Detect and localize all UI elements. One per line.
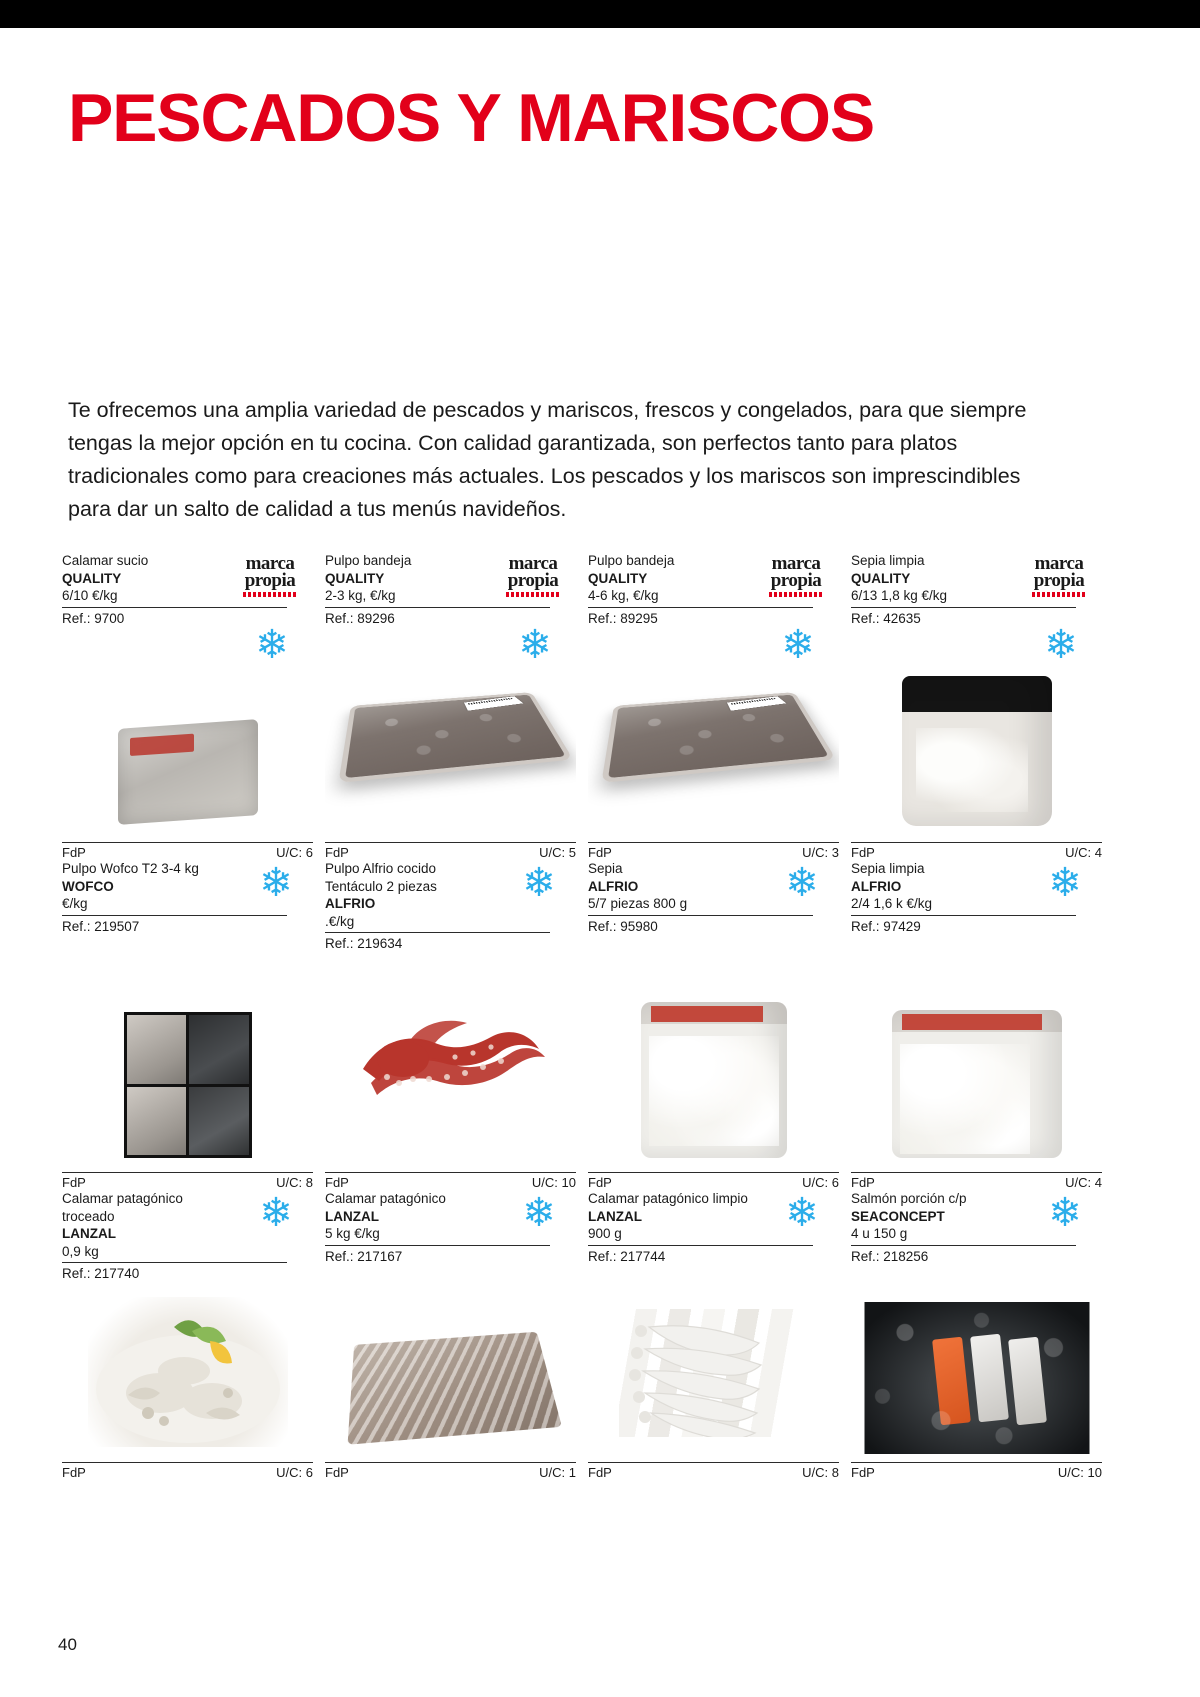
fdp-label: FdP — [62, 1175, 86, 1190]
product-name: Calamar patagónico limpio — [588, 1191, 748, 1206]
product-brand: QUALITY — [851, 570, 911, 586]
product-footer — [325, 1462, 576, 1480]
product-brand: ALFRIO — [588, 878, 639, 894]
marca-propia-line1: marca — [245, 553, 295, 574]
product-photo-shape — [347, 1332, 561, 1445]
product-ref: Ref.: 217167 — [325, 1245, 550, 1265]
product-card[interactable] — [851, 552, 1102, 860]
product-image — [588, 1294, 839, 1454]
fdp-label: FdP — [325, 845, 349, 860]
product-card[interactable] — [851, 1190, 1102, 1480]
product-brand: LANZAL — [588, 1208, 642, 1224]
product-footer — [62, 1172, 313, 1190]
marca-propia-stamp — [1020, 554, 1098, 597]
fdp-label: FdP — [851, 1175, 875, 1190]
snowflake-icon: ❄ — [781, 623, 815, 667]
product-format: 5/7 piezas 800 g — [588, 896, 688, 911]
marca-propia-underline — [1032, 592, 1086, 597]
product-footer — [325, 1172, 576, 1190]
product-text — [851, 1190, 1023, 1243]
product-text — [62, 1190, 234, 1260]
uc-label: U/C: 10 — [531, 1175, 576, 1190]
product-ref: Ref.: 9700 — [62, 607, 287, 627]
product-name: Calamar sucio — [62, 553, 149, 568]
fdp-label: FdP — [588, 845, 612, 860]
product-format: 2/4 1,6 k €/kg — [851, 896, 933, 911]
product-format: 6/13 1,8 kg €/kg — [851, 588, 948, 603]
product-ref: Ref.: 89295 — [588, 607, 813, 627]
product-ref: Ref.: 217744 — [588, 1245, 813, 1265]
product-header — [851, 552, 1102, 667]
product-row — [62, 1190, 1102, 1480]
product-image — [62, 948, 313, 1164]
product-brand: ALFRIO — [325, 896, 376, 911]
product-footer — [851, 842, 1102, 860]
product-footer — [851, 1462, 1102, 1480]
fdp-label: FdP — [588, 1465, 612, 1480]
product-name: Calamar patagónico — [325, 1191, 446, 1206]
fdp-label: FdP — [588, 1175, 612, 1190]
product-photo-shape — [902, 676, 1052, 826]
product-footer — [325, 842, 576, 860]
product-footer — [62, 1462, 313, 1480]
fdp-label: FdP — [851, 1465, 875, 1480]
product-text — [62, 552, 234, 605]
product-brand: LANZAL — [325, 1208, 379, 1224]
marca-propia-line2: propia — [507, 570, 559, 591]
product-header — [325, 552, 576, 667]
product-name: Pulpo Wofco T2 3-4 kg — [62, 861, 199, 876]
snowflake-icon: ❄ — [785, 1191, 819, 1235]
product-text — [588, 552, 760, 605]
product-header — [62, 860, 313, 936]
uc-label: U/C: 8 — [276, 1175, 313, 1190]
product-photo-shape — [124, 1012, 252, 1158]
ice-texture — [864, 1302, 1089, 1454]
product-photo-shape — [88, 1297, 288, 1447]
marca-propia-stamp — [757, 554, 835, 597]
product-name: Salmón porción c/p — [851, 1191, 967, 1206]
product-photo-shape — [118, 719, 258, 825]
product-grid — [62, 552, 1102, 1480]
product-image — [851, 948, 1102, 1164]
product-ref: Ref.: 42635 — [851, 607, 1076, 627]
product-name: Pulpo bandeja — [588, 553, 675, 568]
product-name: Pulpo Alfrio cocido Tentáculo 2 piezas — [325, 861, 437, 894]
photo-tile — [189, 1015, 249, 1084]
product-photo-shape — [892, 1010, 1062, 1158]
product-name: Sepia — [588, 861, 623, 876]
uc-label: U/C: 4 — [1065, 1175, 1102, 1190]
marca-propia-line1: marca — [771, 553, 821, 574]
intro-paragraph: Te ofrecemos una amplia variedad de pescados y mariscos, frescos y congelados, para que siempre tengas la mejor opción en tu cocina. Con calidad garantizada, son perfectos tanto para platos tradicionales como para creaciones más actuales. Los pescados y los mariscos son imprescindibles para dar un salto de calidad a tus menús navideños. — [68, 397, 1027, 521]
product-card[interactable] — [325, 552, 576, 860]
snowflake-icon: ❄ — [522, 1191, 556, 1235]
product-text — [325, 1190, 497, 1243]
package-label — [902, 1014, 1042, 1030]
fdp-label: FdP — [851, 845, 875, 860]
product-header — [325, 1190, 576, 1266]
snowflake-icon: ❄ — [518, 623, 552, 667]
product-text — [62, 860, 277, 913]
product-header — [62, 1190, 313, 1282]
product-format: €/kg — [62, 896, 88, 911]
product-ref: Ref.: 217740 — [62, 1262, 287, 1282]
product-format: 2-3 kg, €/kg — [325, 588, 396, 603]
product-text — [851, 860, 1023, 913]
product-ref: Ref.: 89296 — [325, 607, 550, 627]
snowflake-icon: ❄ — [259, 1191, 293, 1235]
marca-propia-stamp — [231, 554, 309, 597]
uc-label: U/C: 10 — [1057, 1465, 1102, 1480]
marca-propia-line2: propia — [1033, 570, 1085, 591]
product-text — [851, 552, 1023, 605]
marca-propia-underline — [506, 592, 560, 597]
marca-propia-underline — [769, 592, 823, 597]
product-photo-shape — [601, 692, 836, 783]
product-card[interactable] — [62, 552, 313, 860]
marca-propia-underline — [243, 592, 297, 597]
product-card[interactable] — [62, 860, 313, 1190]
uc-label: U/C: 8 — [802, 1465, 839, 1480]
marca-propia-line2: propia — [244, 570, 296, 591]
product-text — [588, 1190, 803, 1243]
product-format: 0,9 kg — [62, 1243, 99, 1259]
product-brand: ALFRIO — [851, 878, 902, 894]
snowflake-icon: ❄ — [522, 861, 556, 905]
product-card[interactable] — [325, 860, 576, 1190]
product-header — [588, 860, 839, 936]
product-image — [851, 640, 1102, 834]
uc-label: U/C: 4 — [1065, 845, 1102, 860]
package-label — [651, 1006, 763, 1022]
page-number: 40 — [58, 1635, 77, 1654]
product-ref: Ref.: 218256 — [851, 1245, 1076, 1265]
product-ref: Ref.: 219507 — [62, 915, 287, 935]
page-title: PESCADOS Y MARISCOS — [68, 79, 874, 156]
product-image — [325, 640, 576, 834]
product-footer — [851, 1172, 1102, 1190]
product-name: Pulpo bandeja — [325, 553, 412, 568]
product-brand: QUALITY — [588, 570, 648, 586]
product-card[interactable] — [851, 860, 1102, 1190]
product-format: 900 g — [588, 1226, 622, 1241]
product-text — [325, 860, 497, 930]
product-format: .€/kg — [325, 913, 355, 929]
snowflake-icon: ❄ — [1048, 861, 1082, 905]
product-header — [325, 860, 576, 952]
product-brand: QUALITY — [62, 570, 122, 586]
uc-label: U/C: 1 — [539, 1465, 576, 1480]
product-row — [62, 860, 1102, 1190]
marca-propia-line1: marca — [1034, 553, 1084, 574]
fdp-label: FdP — [325, 1465, 349, 1480]
product-name: Sepia limpia — [851, 553, 925, 568]
product-image — [62, 640, 313, 834]
product-text — [588, 860, 760, 913]
snowflake-icon: ❄ — [259, 861, 293, 905]
product-image — [851, 1290, 1102, 1454]
fdp-label: FdP — [62, 845, 86, 860]
product-footer — [588, 842, 839, 860]
snowflake-icon: ❄ — [1048, 1191, 1082, 1235]
package-label — [726, 696, 785, 710]
product-header — [588, 552, 839, 667]
header-bar-left — [0, 0, 52, 28]
product-brand: LANZAL — [62, 1226, 116, 1241]
fdp-label: FdP — [62, 1465, 86, 1480]
product-footer — [588, 1462, 839, 1480]
fdp-label: FdP — [325, 1175, 349, 1190]
product-card[interactable] — [325, 1190, 576, 1480]
product-ref: Ref.: 219634 — [325, 932, 550, 952]
uc-label: U/C: 6 — [276, 1465, 313, 1480]
product-image — [62, 1294, 313, 1454]
photo-tile — [189, 1087, 249, 1156]
product-header — [851, 1190, 1102, 1266]
snowflake-icon: ❄ — [785, 861, 819, 905]
marca-propia-line2: propia — [770, 570, 822, 591]
product-ref: Ref.: 95980 — [588, 915, 813, 935]
product-card[interactable] — [588, 552, 839, 860]
marca-propia-stamp — [494, 554, 572, 597]
uc-label: U/C: 5 — [539, 845, 576, 860]
product-card[interactable] — [588, 1190, 839, 1480]
product-photo-shape — [864, 1302, 1089, 1454]
photo-tile — [127, 1015, 187, 1084]
product-format: 4-6 kg, €/kg — [588, 588, 659, 603]
product-format: 6/10 €/kg — [62, 588, 118, 603]
product-photo-shape — [641, 1002, 787, 1158]
product-photo-shape — [351, 999, 551, 1107]
product-brand: QUALITY — [325, 570, 385, 586]
product-image — [588, 948, 839, 1164]
product-header — [588, 1190, 839, 1266]
product-image — [325, 1294, 576, 1454]
snowflake-icon: ❄ — [255, 623, 289, 667]
product-name: Sepia limpia — [851, 861, 925, 876]
product-header — [851, 860, 1102, 936]
snowflake-icon: ❄ — [1044, 623, 1078, 667]
marca-propia-line1: marca — [508, 553, 558, 574]
product-brand: SEACONCEPT — [851, 1208, 945, 1224]
product-footer — [62, 842, 313, 860]
product-footer — [588, 1172, 839, 1190]
uc-label: U/C: 6 — [802, 1175, 839, 1190]
product-card[interactable] — [588, 860, 839, 1190]
product-card[interactable] — [62, 1190, 313, 1480]
product-ref: Ref.: 97429 — [851, 915, 1076, 935]
product-text — [325, 552, 497, 605]
header-bar-right — [52, 0, 1200, 28]
product-photo-shape — [619, 1309, 809, 1437]
uc-label: U/C: 6 — [276, 845, 313, 860]
package-label — [463, 696, 522, 710]
product-image — [325, 948, 576, 1164]
product-name: Calamar patagónico troceado — [62, 1191, 183, 1224]
product-photo-shape — [338, 692, 573, 783]
photo-tile — [127, 1087, 187, 1156]
product-brand: WOFCO — [62, 878, 114, 894]
product-format: 4 u 150 g — [851, 1226, 908, 1241]
product-image — [588, 640, 839, 834]
product-header — [62, 552, 313, 667]
product-format: 5 kg €/kg — [325, 1226, 380, 1241]
product-row — [62, 552, 1102, 860]
uc-label: U/C: 3 — [802, 845, 839, 860]
